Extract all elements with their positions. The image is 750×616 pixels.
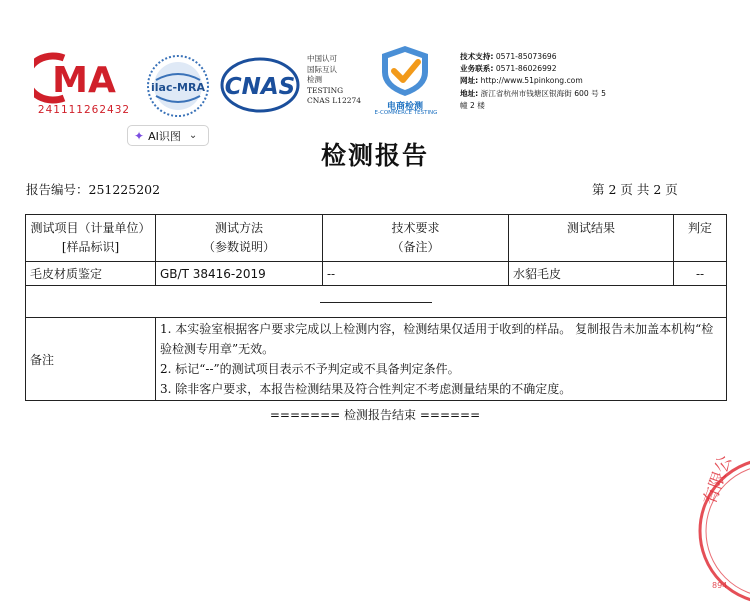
header-line (678, 238, 722, 257)
contact-label: 技术支持: (460, 52, 494, 61)
separator-row (26, 286, 727, 318)
header-test-item (26, 215, 156, 262)
contact-label: 网址: (460, 76, 479, 86)
header-line: （参数说明） (202, 240, 275, 254)
accreditation-line: CNAS L12274 (307, 96, 362, 106)
accreditation-line: 国际互认 (307, 64, 337, 74)
header-line: 技术要求 (391, 221, 440, 235)
stamp-text: 有限公司 (699, 456, 742, 508)
contact-line (460, 88, 606, 100)
test-results-table (25, 214, 727, 401)
contact-value: http://www.51pinkong.com (480, 76, 583, 86)
cma-logo (34, 52, 130, 118)
document-title: 检测报告 (320, 141, 429, 170)
company-stamp (690, 456, 750, 606)
separator-cell (26, 286, 727, 318)
cma-mark-graphic (34, 52, 130, 104)
page-info: 第 2 页 共 2 页 (592, 182, 678, 197)
contact-value: 0571-85073696 (495, 52, 557, 61)
header-line: [样品标识] (61, 240, 120, 254)
ai-sparkle-icon: ✦ (134, 128, 145, 143)
contact-value: 浙江省杭州市钱塘区银海街 600 号 5 (480, 88, 606, 98)
header-requirement (323, 215, 509, 262)
header-line: 测试结果 (566, 221, 615, 235)
stamp-number: 894 (712, 581, 728, 590)
notes-row (26, 318, 727, 401)
ecommerce-testing-cn: 电商检测 (386, 102, 423, 112)
note-item: 2. 标记“--”的测试项目表示不予判定或不具备判定条件。 (160, 362, 460, 376)
table-header-row (26, 215, 727, 262)
cma-number: 241111262432 (37, 104, 131, 116)
cell-method: GB/T 38416-2019 (156, 262, 323, 286)
ecommerce-testing-en: E-COMMERCE TESTING (374, 110, 438, 116)
contact-value: 幢 2 楼 (460, 100, 485, 110)
contact-line (460, 63, 606, 75)
separator-line (320, 302, 432, 303)
report-end-marker: ======= 检测报告结束 ====== (269, 408, 481, 422)
note-item: 1. 本实验室根据客户要求完成以上检测内容，检测结果仅适用于收到的样品。 复制报告未加盖本机构“检验检测专用章”无效。 (160, 322, 714, 356)
ecommerce-testing-logo (372, 44, 438, 116)
ilac-text: ilac-MRA (151, 81, 205, 94)
cell-requirement: -- (323, 262, 509, 286)
cell-result: 水貂毛皮 (509, 262, 674, 286)
ai-button-label: AI识图 (148, 129, 181, 143)
contact-info (460, 51, 606, 112)
header-line: （备注） (391, 240, 440, 254)
notes-content (156, 318, 727, 401)
cell-verdict: -- (674, 262, 727, 286)
accreditation-line: TESTING (307, 85, 344, 95)
accreditation-line: 中国认可 (307, 54, 337, 63)
ilac-mra-logo (146, 54, 210, 118)
cma-mark-text: MA (52, 60, 116, 101)
header-line: 测试项目（计量单位） (30, 221, 151, 235)
accreditation-text (307, 54, 361, 107)
header-verdict (674, 215, 727, 262)
note-item: 3. 除非客户要求，本报告检测结果及符合性判定不考虑测量结果的不确定度。 (160, 382, 572, 396)
cnas-text: CNAS (224, 74, 296, 100)
header-line (513, 238, 669, 257)
header-line: 测试方法 (214, 221, 263, 235)
cnas-logo (220, 56, 300, 114)
contact-value: 0571-86026992 (495, 64, 557, 74)
contact-line (460, 51, 606, 63)
contact-label: 地址: (460, 88, 479, 98)
header-test-method (156, 215, 323, 262)
accreditation-line: 检测 (307, 75, 322, 85)
header-result (509, 215, 674, 262)
header-line: 判定 (687, 221, 712, 235)
chevron-down-icon: ⌄ (188, 130, 198, 141)
shield-check-icon (372, 44, 438, 98)
contact-line (460, 100, 606, 112)
report-number: 报告编号：251225202 (26, 182, 161, 197)
contact-line (460, 75, 606, 87)
notes-label: 备注 (26, 318, 156, 401)
table-row (26, 262, 727, 286)
contact-label: 业务联系: (460, 64, 494, 74)
cell-item: 毛皮材质鉴定 (26, 262, 156, 286)
